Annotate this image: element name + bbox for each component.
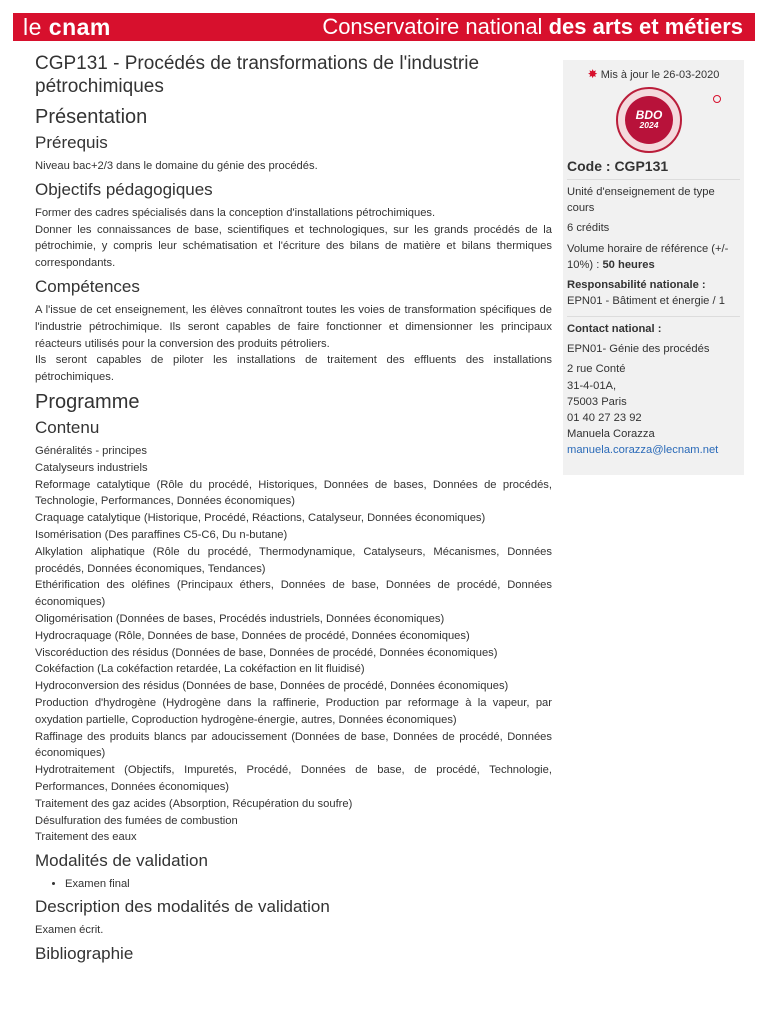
course-info — [567, 184, 737, 313]
contenu-line: Viscoréduction des résidus (Données de base, Données de procédé, Données économiques) — [35, 646, 498, 659]
contenu-line: Cokéfaction (La cokéfaction retardée, La cokéfaction en lit fluidisé) — [35, 663, 365, 676]
contenu-line: Généralités - principes — [35, 444, 147, 457]
contenu-line: Hydrocraquage (Rôle, Données de base, Données de procédé, Données économiques) — [35, 629, 470, 642]
badge-year: 2024 — [639, 120, 659, 130]
update-info — [563, 67, 744, 81]
contact-label: Contact national : — [567, 323, 662, 335]
contenu-line: Isomérisation (Des paraffines C5-C6, Du n-butane) — [35, 528, 288, 541]
competences-line: Ils seront capables de piloter les installations de traitement des effluents des installations pétrochimiques. — [35, 354, 552, 384]
objectifs-heading: Objectifs pédagogiques — [35, 179, 213, 199]
description-heading: Description des modalités de validation — [35, 897, 330, 917]
volume-horaire: Volume horaire de référence (+/- 10%) : 50 heures — [567, 242, 729, 271]
list-item: • Examen final — [65, 876, 552, 892]
description-text: Examen écrit. — [35, 924, 104, 937]
competences-heading: Compétences — [35, 276, 140, 296]
contenu-line: Hydroconversion des résidus (Données de base, Données de procédé, Données économiques) — [35, 680, 509, 693]
resp-label: Responsabilité nationale : — [567, 279, 706, 292]
objectifs-line: Donner les connaissances de base, scientifiques et technologiques, sur les grands procédés de la pétrochimie, y compris leur schématisation et l'écriture des bilans de matière et bilans thermiques correspondants. — [35, 223, 552, 270]
prerequis-heading: Prérequis — [35, 133, 108, 152]
bibliographie-heading: Bibliographie — [35, 943, 134, 963]
unit-type: Unité d'enseignement de type cours — [567, 186, 715, 215]
header-banner — [13, 13, 755, 41]
contenu-line: Désulfuration des fumées de combustion — [35, 814, 238, 827]
objectifs-text — [35, 205, 552, 272]
cnam-logo[interactable]: le cnam — [23, 14, 111, 40]
contenu-list — [35, 443, 552, 846]
contact-dept: EPN01- Génie des procédés — [567, 343, 710, 356]
divider — [567, 316, 740, 317]
competences-text — [35, 302, 552, 386]
contenu-line: Hydrotraitement (Objectifs, Impuretés, Procédé, Données de base, de procédé, Technologie, Performances, Données économiques) — [35, 764, 552, 793]
institution-name: Conservatoire national des arts et métiers — [322, 14, 743, 39]
contenu-line: Traitement des eaux — [35, 831, 137, 844]
credits: 6 crédits — [567, 222, 610, 235]
contenu-line: Reformage catalytique (Rôle du procédé, Historiques, Données de bases, Données de procédés, Technologie, Performances, Données économiques) — [35, 478, 552, 508]
programme-heading: Programme — [35, 390, 140, 413]
modalites-list — [35, 876, 552, 892]
contenu-line: Oligomérisation (Données de bases, Procédés industriels, Données économiques) — [35, 612, 445, 625]
contenu-line: Production d'hydrogène (Hydrogène dans la raffinerie, Production par reformage à la vapeur, par oxydation partielle, Coproduction hydrogène-énergie, autres, Données économiques) — [35, 696, 552, 726]
contenu-line: Craquage catalytique (Historique, Procédé, Réactions, Catalyseur, Données économiques) — [35, 512, 486, 525]
competences-line: A l'issue de cet enseignement, les élèves connaîtront toutes les voies de transformation spécifiques de l'industrie pétrochimique. Ils seront capables de faire fonctionner et dimensionner les principaux réacteurs utilisés pour la conversion des produits pétroliers. — [35, 303, 552, 350]
contact-info — [567, 321, 737, 459]
main-content — [35, 52, 552, 969]
bdo-seal-icon — [616, 87, 682, 153]
contact-address: 2 rue Conté 31-4-01A, 75003 Paris 01 40 27 23 92 Manuela Corazza — [567, 363, 655, 441]
course-code: Code : CGP131 — [567, 158, 740, 180]
resp-value: EPN01 - Bâtiment et énergie / 1 — [567, 295, 725, 308]
contenu-line: Ethérification des oléfines (Principaux éthers, Données de base, Données de procédé, Données économiques) — [35, 579, 552, 609]
contenu-heading: Contenu — [35, 417, 100, 437]
objectifs-line: Former des cadres spécialisés dans la conception d'installations pétrochimiques. — [35, 206, 436, 219]
contact-email-link[interactable]: manuela.corazza@lecnam.net — [567, 444, 719, 457]
badge-star-icon: ✸ — [587, 67, 598, 81]
modalites-heading: Modalités de validation — [35, 851, 208, 871]
badge-label: BDO — [635, 108, 663, 122]
contenu-line: Traitement des gaz acides (Absorption, Récupération du soufre) — [35, 797, 353, 810]
circle-icon — [713, 95, 721, 103]
sidebar — [563, 60, 744, 475]
prerequis-text: Niveau bac+2/3 dans le domaine du génie des procédés. — [35, 160, 318, 172]
page-title: CGP131 - Procédés de transformations de l'industrie pétrochimiques — [35, 53, 480, 97]
contenu-line: Catalyseurs industriels — [35, 461, 148, 474]
contenu-line: Alkylation aliphatique (Rôle du procédé, Thermodynamique, Catalyseurs, Mécanismes, Données procédés, Données économiques, Tendances) — [35, 545, 552, 575]
presentation-heading: Présentation — [35, 106, 148, 128]
contenu-line: Raffinage des produits blancs par adoucissement (Données de base, Données de procédé, Données économiques) — [35, 730, 552, 760]
update-text: Mis à jour le 26-03-2020 — [600, 69, 720, 81]
